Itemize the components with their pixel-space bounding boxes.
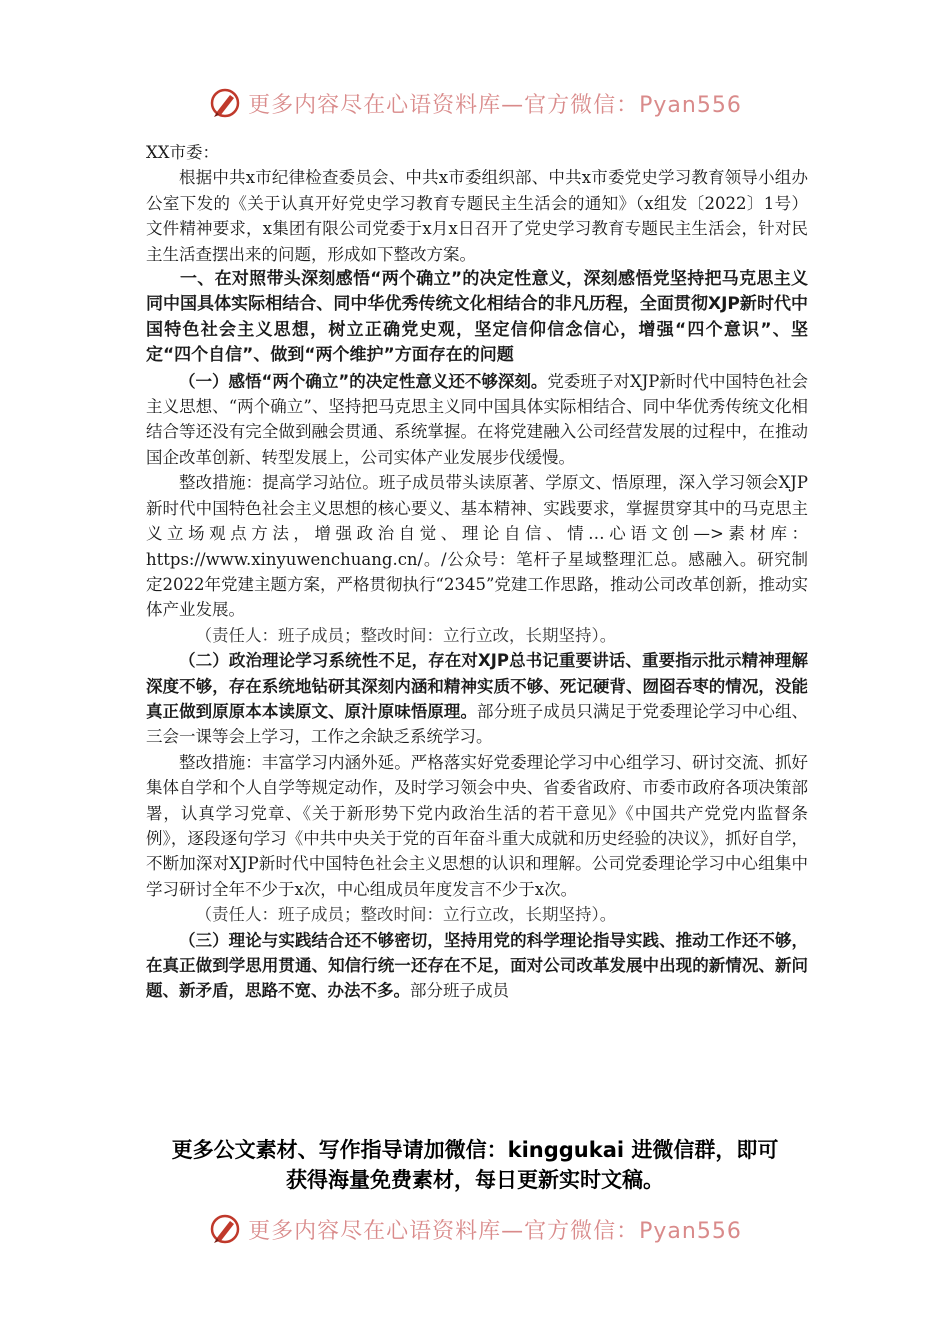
pen-logo-icon [208, 1212, 242, 1246]
promo-line-2: 获得海量免费素材，每日更新实时文稿。 [286, 1168, 664, 1192]
salutation: XX市委： [146, 143, 219, 162]
header-watermark-banner [0, 78, 950, 128]
section1-heading: 一、在对照带头深刻感悟“两个确立”的决定性意义，深刻感悟党坚持把马克思主义同中国具体实际相结合、同中华优秀传统文化相结合的非凡历程，全面贯彻XJP新时代中国特色社会主义思想，树立正确党史观，坚定信仰信念信心，增强“四个意识”、坚定“四个自信”、做到“两个维护”方面存在的问题 [146, 269, 808, 366]
item3-paragraph [146, 928, 808, 1004]
item2-paragraph [146, 648, 808, 750]
item2-title: （二）政治理论学习系统性不足，存在对XJP总书记重要讲话、重要指示批示精神理解深度不够，存在系统地钻研其深刻内涵和精神实质不够、死记硬背、囫囵吞枣的情况，没能真正做到原原本本读原文、原汁原味悟原理。 [146, 651, 808, 721]
item2-body: 部分班子成员只满足于党委理论学习中心组、三会一课等会上学习，工作之余缺乏系统学习。 [146, 701, 809, 747]
item2-responsible: （责任人：班子成员；整改时间：立行立改，长期坚持）。 [195, 905, 617, 925]
footer-watermark-text: 更多内容尽在心语资料库—官方微信：Pyan556 [248, 1218, 742, 1244]
promo-block [120, 1135, 830, 1195]
item2-measures: 整改措施：丰富学习内涵外延。严格落实好党委理论学习中心组学习、研讨交流、抓好集体自学和个人自学等规定动作，及时学习领会中央、省委省政府、市委市政府各项决策部署，认真学习党章、《关于新形势下党内政治生活的若干意见》《中国共产党党内监督条例》，逐段逐句学习《中共中央关于党的百年奋斗重大成就和历史经验的决议》，抓好自学，不断加深对XJP新时代中国特色社会主义思想的认识和理解。公司党委理论学习中心组集中学习研讨全年不少于x次，中心组成员年度发言不少于x次。 [146, 752, 808, 899]
document-body [146, 140, 808, 1004]
item1-title: （一）感悟“两个确立”的决定性意义还不够深刻。 [179, 371, 548, 391]
promo-line-1: 更多公文素材、写作指导请加微信：kinggukai 进微信群，即可 [171, 1138, 779, 1162]
header-watermark-text: 更多内容尽在心语资料库—官方微信：Pyan556 [248, 92, 742, 118]
item3-body: 部分班子成员 [410, 981, 509, 1001]
footer-watermark-banner [0, 1204, 950, 1254]
item1-measures: 整改措施：提高学习站位。班子成员带头读原著、学原文、悟原理，深入学习领会XJP新时代中国特色社会主义思想的核心要义、基本精神、实践要求，掌握贯穿其中的马克思主义立场观点方法，增强政治自觉、理论自信、情…心语文创—>素材库：https://www.xinyuwenchuang.cn/。/公众号：笔杆子星域整理汇总。感融入。研究制定2022年党建主题方案，严格贯彻执行“2345”党建工作思路，推动公司改革创新，推动实体产业发展。 [146, 473, 808, 620]
item1-body: 党委班子对XJP新时代中国特色社会主义思想、“两个确立”、坚持把马克思主义同中国具体实际相结合、同中华优秀传统文化相结合等还没有完全做到融会贯通、系统掌握。在将党建融入公司经营发展的过程中，在推动国企改革创新、转型发展上，公司实体产业发展步伐缓慢。 [146, 371, 808, 467]
pen-logo-icon [208, 86, 242, 120]
item1-paragraph [146, 369, 808, 471]
item3-title: （三）理论与实践结合还不够密切，坚持用党的科学理论指导实践、推动工作还不够，在真正做到学思用贯通、知信行统一还存在不足，面对公司改革发展中出现的新情况、新问题、新矛盾，思路不宽、办法不多。 [146, 930, 808, 1001]
intro-paragraph: 根据中共x市纪律检查委员会、中共x市委组织部、中共x市委党史学习教育领导小组办公室下发的《关于认真开好党史学习教育专题民主生活会的通知》（x组发〔2022〕1号）文件精神要求，x集团有限公司党委于x月x日召开了党史学习教育专题民主生活会，针对民主生活查摆出来的问题，形成如下整改方案。 [146, 168, 808, 264]
item1-responsible: （责任人：班子成员；整改时间：立行立改，长期坚持）。 [195, 625, 617, 645]
